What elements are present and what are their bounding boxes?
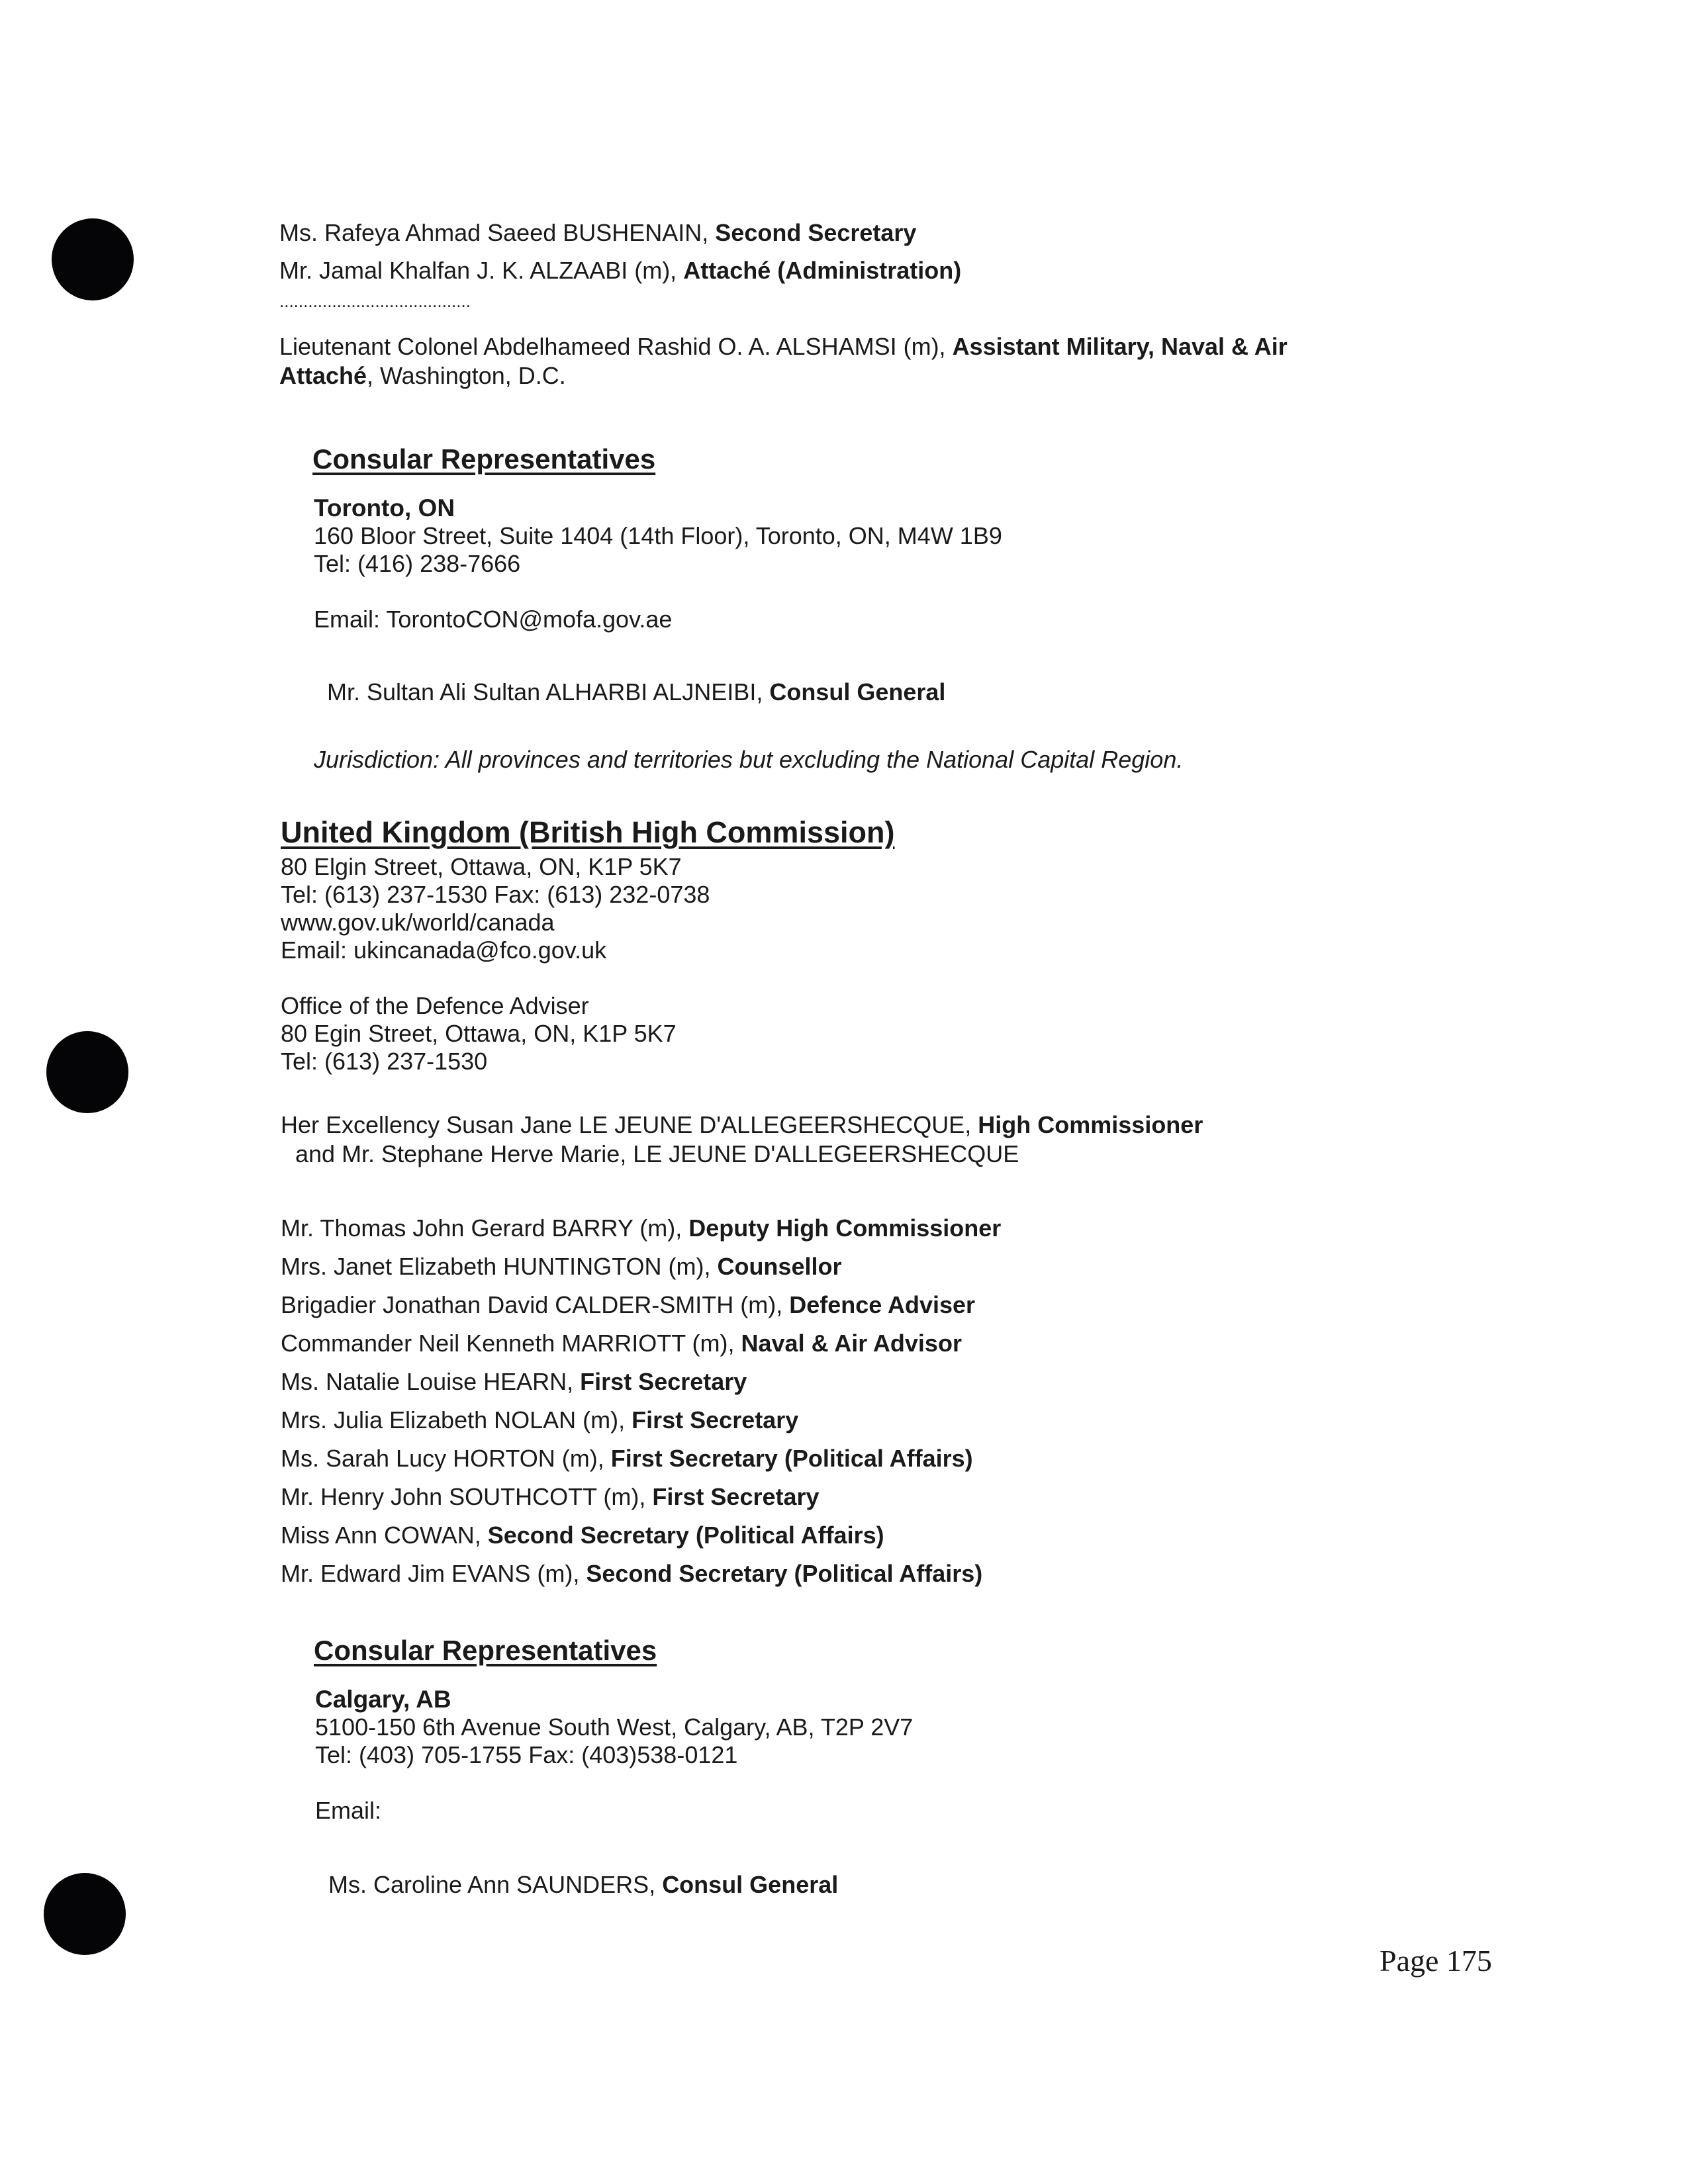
staff-entry	[281, 1521, 884, 1550]
attache-location: , Washington, D.C.	[367, 362, 566, 389]
consular-tel-fax: Tel: (403) 705-1755 Fax: (403)538-0121	[315, 1741, 738, 1768]
staff-name: Brigadier Jonathan David CALDER-SMITH (m),	[281, 1291, 790, 1318]
consul-title: Consul General	[769, 678, 946, 705]
staff-title: First Secretary	[632, 1406, 799, 1433]
attache-title: Assistant Military, Naval & Air	[952, 333, 1288, 360]
head-of-mission-entry	[281, 1111, 1203, 1140]
head-of-mission-spouse: and Mr. Stephane Herve Marie, LE JEUNE D'ALLEGEERSHECQUE	[295, 1140, 1019, 1167]
staff-entry	[279, 218, 916, 248]
page-number: Page 175	[1380, 1944, 1492, 1978]
embassy-tel-fax: Tel: (613) 237-1530 Fax: (613) 232-0738	[281, 881, 710, 908]
staff-name: Ms. Rafeya Ahmad Saeed BUSHENAIN,	[279, 219, 716, 246]
consular-email: Email:	[315, 1797, 382, 1824]
staff-name: Mr. Henry John SOUTHCOTT (m),	[281, 1483, 653, 1510]
staff-title: First Secretary (Political Affairs)	[610, 1445, 973, 1472]
binder-hole-top	[52, 218, 134, 300]
staff-entry	[281, 1367, 747, 1396]
staff-name: Ms. Natalie Louise HEARN,	[281, 1368, 581, 1395]
staff-name: Mr. Thomas John Gerard BARRY (m),	[281, 1214, 689, 1242]
staff-title: First Secretary	[580, 1368, 747, 1395]
defence-office-tel: Tel: (613) 237-1530	[281, 1048, 488, 1075]
staff-title: Attaché (Administration)	[683, 257, 962, 284]
staff-name: Mr. Jamal Khalfan J. K. ALZAABI (m),	[279, 257, 684, 284]
defence-office-address: 80 Egin Street, Ottawa, ON, K1P 5K7	[281, 1020, 677, 1047]
staff-name: Miss Ann COWAN,	[281, 1522, 488, 1549]
staff-title: Defence Adviser	[789, 1291, 976, 1318]
staff-entry	[281, 1252, 841, 1281]
consular-address: 160 Bloor Street, Suite 1404 (14th Floor), Toronto, ON, M4W 1B9	[314, 522, 1002, 549]
jurisdiction-note: Jurisdiction: All provinces and territories but excluding the National Capital Region.	[314, 746, 1184, 773]
staff-entry	[281, 1406, 798, 1435]
country-heading: United Kingdom (British High Commission)	[281, 815, 895, 849]
staff-title: First Secretary	[652, 1483, 820, 1510]
staff-entry	[281, 1329, 962, 1358]
staff-entry	[279, 256, 961, 285]
head-of-mission-title: High Commissioner	[978, 1111, 1203, 1138]
staff-title: Counsellor	[717, 1253, 842, 1280]
staff-name: Commander Neil Kenneth MARRIOTT (m),	[281, 1330, 741, 1357]
consul-general-entry	[328, 1870, 838, 1899]
consul-title: Consul General	[662, 1871, 839, 1898]
consular-city: Toronto, ON	[314, 494, 455, 522]
defence-office-name: Office of the Defence Adviser	[281, 992, 589, 1019]
consular-city: Calgary, AB	[315, 1686, 451, 1713]
staff-name: Mrs. Janet Elizabeth HUNTINGTON (m),	[281, 1253, 718, 1280]
attache-name: Lieutenant Colonel Abdelhameed Rashid O. A. ALSHAMSI (m),	[279, 333, 953, 360]
staff-name: Ms. Sarah Lucy HORTON (m),	[281, 1445, 611, 1472]
staff-title: Naval & Air Advisor	[741, 1330, 962, 1357]
staff-entry	[281, 1291, 975, 1320]
consular-heading: Consular Representatives	[314, 1635, 657, 1666]
consul-name: Mr. Sultan Ali Sultan ALHARBI ALJNEIBI,	[327, 678, 770, 705]
military-attache-line1	[279, 332, 1288, 361]
binder-hole-bottom	[44, 1873, 126, 1955]
staff-title: Second Secretary (Political Affairs)	[487, 1522, 884, 1549]
staff-title: Deputy High Commissioner	[688, 1214, 1002, 1242]
consul-name: Ms. Caroline Ann SAUNDERS,	[328, 1871, 663, 1898]
embassy-email: Email: ukincanada@fco.gov.uk	[281, 936, 607, 964]
head-of-mission-name: Her Excellency Susan Jane LE JEUNE D'ALLEGEERSHECQUE,	[281, 1111, 978, 1138]
consular-email: Email: TorontoCON@mofa.gov.ae	[314, 606, 673, 633]
consul-general-entry	[327, 678, 945, 707]
embassy-address: 80 Elgin Street, Ottawa, ON, K1P 5K7	[281, 853, 682, 880]
staff-name: Mrs. Julia Elizabeth NOLAN (m),	[281, 1406, 632, 1433]
staff-name: Mr. Edward Jim EVANS (m),	[281, 1560, 586, 1587]
staff-entry	[281, 1482, 820, 1512]
military-attache-line2	[279, 361, 566, 390]
staff-entry	[281, 1214, 1001, 1243]
binder-hole-middle	[46, 1031, 128, 1113]
consular-tel: Tel: (416) 238-7666	[314, 550, 521, 577]
consular-heading: Consular Representatives	[312, 443, 656, 475]
staff-title: Second Secretary	[715, 219, 917, 246]
consular-address: 5100-150 6th Avenue South West, Calgary, AB, T2P 2V7	[315, 1713, 914, 1741]
attache-title-cont: Attaché	[279, 362, 367, 389]
dotted-separator: ........................................	[279, 291, 471, 311]
staff-title: Second Secretary (Political Affairs)	[586, 1560, 983, 1587]
embassy-website: www.gov.uk/world/canada	[281, 909, 555, 936]
staff-entry	[281, 1559, 982, 1588]
staff-entry	[281, 1444, 973, 1473]
